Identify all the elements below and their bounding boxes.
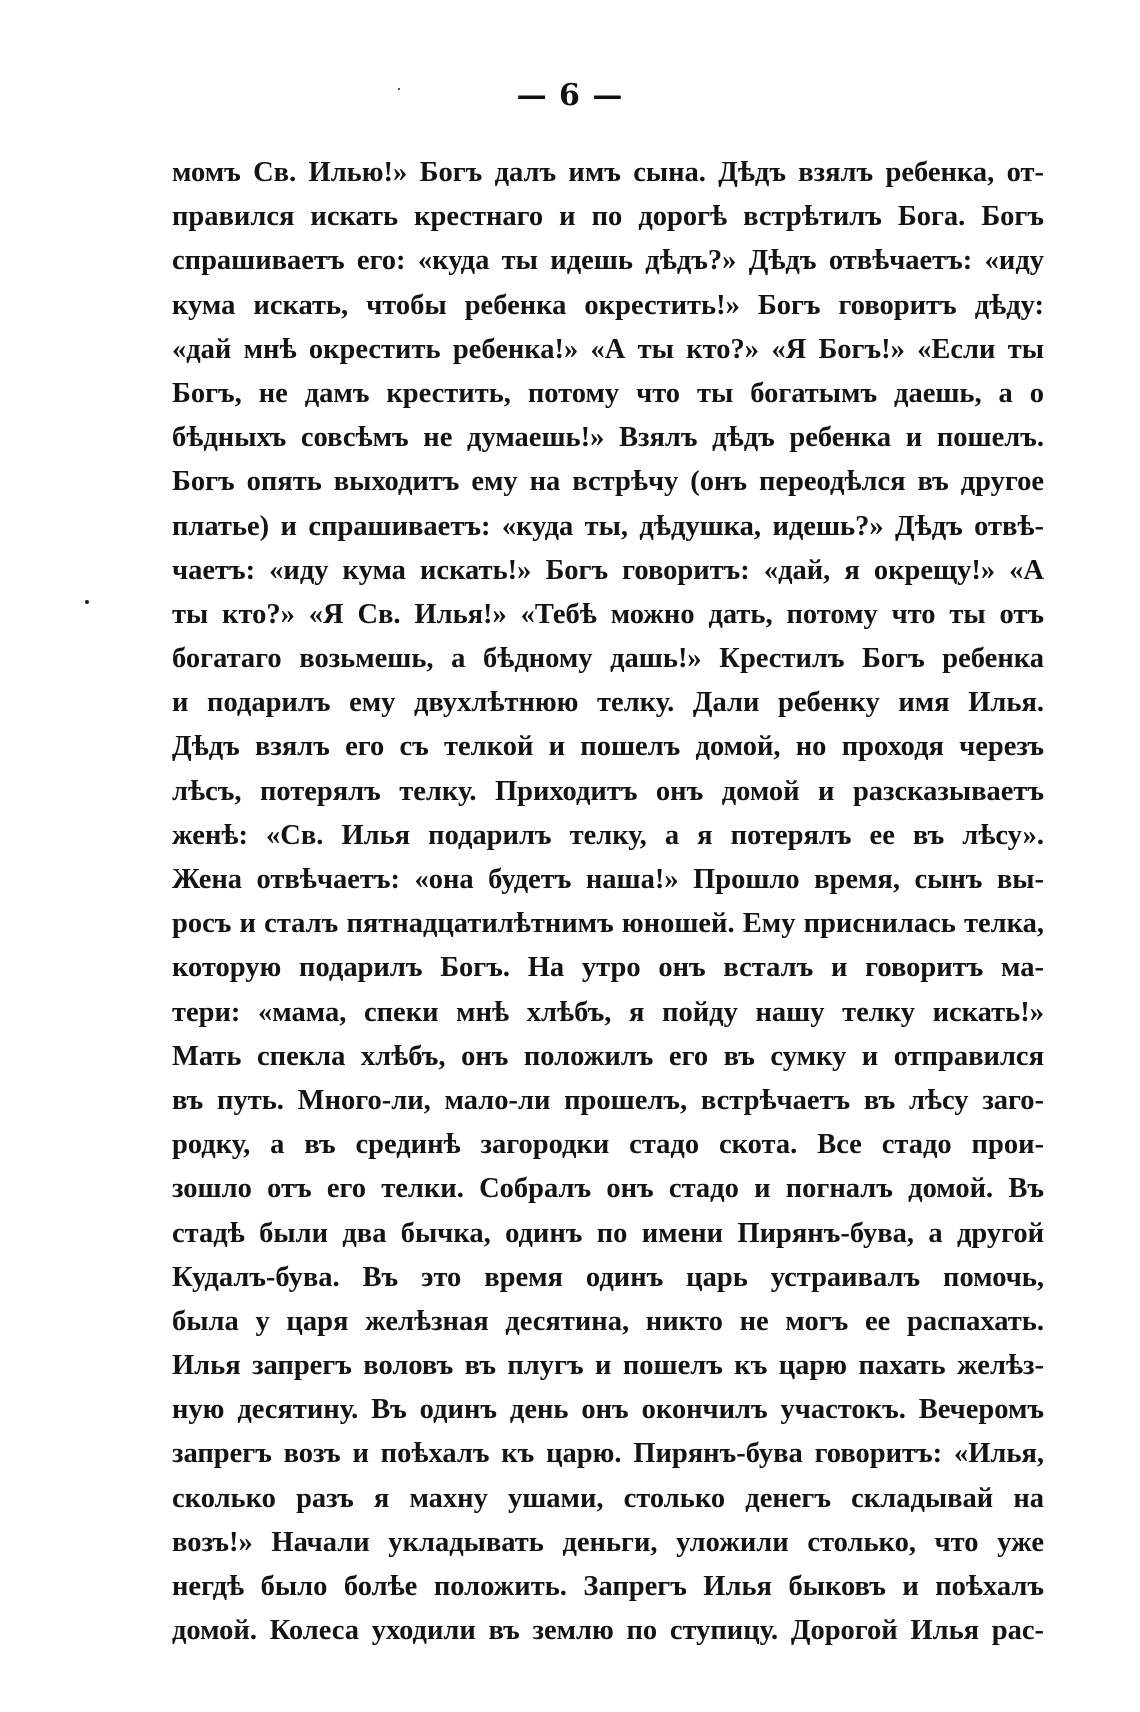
body-text — [172, 151, 1044, 1653]
text-line: Богъ опять выходитъ ему на встрѣчу (онъ переодѣлся въ другое — [172, 466, 1044, 498]
text-line: лѣсъ, потерялъ телку. Приходитъ онъ домой и разсказываетъ — [172, 775, 1044, 807]
text-line: негдѣ было болѣе положить. Запрегъ Илья быковъ и поѣхалъ — [172, 1571, 1044, 1602]
text-line: кума искать, чтобы ребенка окрестить!» Богъ говоритъ дѣду: — [172, 289, 1044, 321]
text-line: была у царя желѣзная десятина, никто не могъ ее распахать. — [172, 1305, 1044, 1337]
text-line: тери: «мама, спеки мнѣ хлѣбъ, я пойду нашу телку искать!» — [172, 996, 1044, 1028]
text-line: росъ и сталъ пятнадцатилѣтнимъ юношей. Ему приснилась телка, — [172, 908, 1044, 940]
text-line: платье) и спрашиваетъ: «куда ты, дѣдушка, идешь?» Дѣдъ отвѣ- — [172, 510, 1044, 542]
text-line: и подарилъ ему двухлѣтнюю телку. Дали ребенку имя Илья. — [172, 687, 1044, 719]
text-line: запрегъ возъ и поѣхалъ къ царю. Пирянъ-бува говоритъ: «Илья, — [172, 1438, 1044, 1470]
text-line: Жена отвѣчаетъ: «она будетъ наша!» Прошло время, сынъ вы- — [172, 864, 1044, 895]
text-line: спрашиваетъ его: «куда ты идешь дѣдъ?» Дѣдъ отвѣчаетъ: «иду — [172, 245, 1044, 277]
text-line: женѣ: «Св. Илья подарилъ телку, а я потерялъ ее въ лѣсу». — [172, 819, 1044, 851]
text-line: «дай мнѣ окрестить ребенка!» «А ты кто?» «Я Богъ!» «Если ты — [172, 333, 1044, 365]
text-line: ную десятину. Въ одинъ день онъ окончилъ участокъ. Вечеромъ — [172, 1394, 1044, 1426]
text-line: богатаго возьмешь, а бѣдному дашь!» Крестилъ Богъ ребенка — [172, 643, 1044, 675]
text-line: сколько разъ я махну ушами, столько денегъ складывай на — [172, 1482, 1044, 1514]
text-line: чаетъ: «иду кума искать!» Богъ говоритъ: «дай, я окрещу!» «А — [172, 554, 1044, 586]
text-line: Богъ, не дамъ крестить, потому что ты богатымъ даешь, а о — [172, 377, 1044, 409]
text-line: въ путь. Много-ли, мало-ли прошелъ, встрѣчаетъ въ лѣсу заго- — [172, 1084, 1044, 1116]
text-line: Мать спекла хлѣбъ, онъ положилъ его въ сумку и отправился — [172, 1040, 1044, 1072]
text-line: правился искать крестнаго и по дорогѣ встрѣтилъ Бога. Богъ — [172, 201, 1044, 233]
print-speck — [85, 600, 89, 604]
text-line: Илья запрегъ воловъ въ плугъ и пошелъ къ царю пахать желѣз- — [172, 1350, 1044, 1382]
text-line: возъ!» Начали укладывать деньги, уложили столько, что уже — [172, 1526, 1044, 1558]
text-line: Дѣдъ взялъ его съ телкой и пошелъ домой, но проходя черезъ — [172, 731, 1044, 763]
text-line: домой. Колеса уходили въ землю по ступицу. Дорогой Илья рас- — [172, 1615, 1044, 1647]
text-line: Кудалъ-бува. Въ это время одинъ царь устраивалъ помочь, — [172, 1261, 1044, 1293]
text-line: стадѣ были два бычка, одинъ по имени Пирянъ-бува, а другой — [172, 1217, 1044, 1249]
text-line: бѣдныхъ совсѣмъ не думаешь!» Взялъ дѣдъ ребенка и пошелъ. — [172, 422, 1044, 454]
print-speck — [398, 88, 400, 90]
text-line: ты кто?» «Я Св. Илья!» «Тебѣ можно дать, потому что ты отъ — [172, 598, 1044, 630]
text-line: которую подарилъ Богъ. На утро онъ всталъ и говоритъ ма- — [172, 952, 1044, 984]
text-line: момъ Св. Илью!» Богъ далъ имъ сына. Дѣдъ взялъ ребенка, от- — [172, 157, 1044, 188]
text-line: зошло отъ его телки. Собралъ онъ стадо и погналъ домой. Въ — [172, 1173, 1044, 1205]
page-number: — 6 — — [516, 78, 624, 113]
text-line: родку, а въ срединѣ загородки стадо скота. Все стадо прои- — [172, 1129, 1044, 1161]
